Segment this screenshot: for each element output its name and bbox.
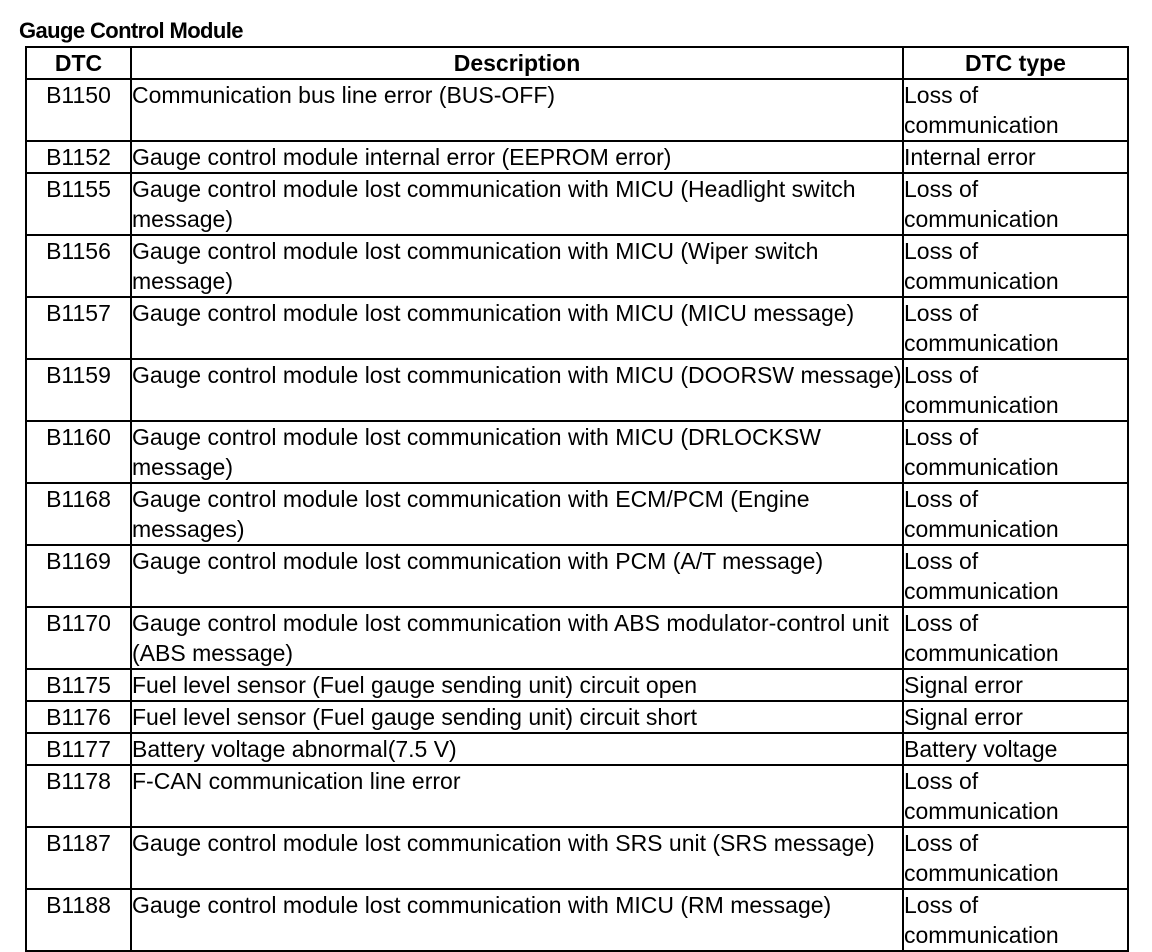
dtc-code: B1156 — [26, 235, 131, 297]
table-row — [26, 79, 1128, 141]
dtc-description: Gauge control module lost communication with PCM (A/T message) — [131, 545, 903, 607]
dtc-type: Loss of communication — [903, 79, 1128, 141]
dtc-description: Gauge control module lost communication with ABS modulator-control unit (ABS message) — [131, 607, 903, 669]
dtc-code: B1168 — [26, 483, 131, 545]
dtc-code: B1169 — [26, 545, 131, 607]
dtc-description: Gauge control module lost communication with MICU (DOORSW message) — [131, 359, 903, 421]
table-row — [26, 235, 1128, 297]
dtc-code: B1175 — [26, 669, 131, 701]
dtc-code: B1178 — [26, 765, 131, 827]
table-row — [26, 483, 1128, 545]
dtc-description: Gauge control module lost communication with MICU (Wiper switch message) — [131, 235, 903, 297]
dtc-description: Gauge control module lost communication with MICU (Headlight switch message) — [131, 173, 903, 235]
dtc-description: Battery voltage abnormal(7.5 V) — [131, 733, 903, 765]
dtc-code: B1150 — [26, 79, 131, 141]
table-body — [26, 79, 1128, 951]
dtc-code: B1177 — [26, 733, 131, 765]
dtc-description: Gauge control module internal error (EEPROM error) — [131, 141, 903, 173]
dtc-description: Gauge control module lost communication with MICU (DRLOCKSW message) — [131, 421, 903, 483]
dtc-type: Battery voltage — [903, 733, 1128, 765]
dtc-type: Loss of communication — [903, 545, 1128, 607]
dtc-table — [25, 46, 1129, 952]
table-row — [26, 669, 1128, 701]
dtc-code: B1187 — [26, 827, 131, 889]
dtc-description: Gauge control module lost communication with MICU (RM message) — [131, 889, 903, 951]
dtc-description: F-CAN communication line error — [131, 765, 903, 827]
dtc-code: B1170 — [26, 607, 131, 669]
table-row — [26, 173, 1128, 235]
dtc-type: Loss of communication — [903, 421, 1128, 483]
dtc-description: Fuel level sensor (Fuel gauge sending unit) circuit open — [131, 669, 903, 701]
table-row — [26, 701, 1128, 733]
dtc-code: B1176 — [26, 701, 131, 733]
dtc-code: B1188 — [26, 889, 131, 951]
header-dtc-type: DTC type — [903, 47, 1128, 79]
dtc-type: Loss of communication — [903, 889, 1128, 951]
dtc-description: Fuel level sensor (Fuel gauge sending unit) circuit short — [131, 701, 903, 733]
header-description: Description — [131, 47, 903, 79]
dtc-type: Signal error — [903, 669, 1128, 701]
dtc-type: Loss of communication — [903, 765, 1128, 827]
dtc-type: Loss of communication — [903, 483, 1128, 545]
dtc-description: Communication bus line error (BUS-OFF) — [131, 79, 903, 141]
dtc-type: Loss of communication — [903, 235, 1128, 297]
table-row — [26, 607, 1128, 669]
table-row — [26, 545, 1128, 607]
dtc-code: B1155 — [26, 173, 131, 235]
dtc-code: B1159 — [26, 359, 131, 421]
table-row — [26, 297, 1128, 359]
table-row — [26, 765, 1128, 827]
table-row — [26, 141, 1128, 173]
table-row — [26, 889, 1128, 951]
dtc-code: B1152 — [26, 141, 131, 173]
dtc-type: Loss of communication — [903, 607, 1128, 669]
dtc-description: Gauge control module lost communication with MICU (MICU message) — [131, 297, 903, 359]
dtc-type: Loss of communication — [903, 297, 1128, 359]
dtc-code: B1157 — [26, 297, 131, 359]
dtc-type: Loss of communication — [903, 827, 1128, 889]
table-row — [26, 359, 1128, 421]
dtc-type: Signal error — [903, 701, 1128, 733]
dtc-description: Gauge control module lost communication with SRS unit (SRS message) — [131, 827, 903, 889]
table-row — [26, 733, 1128, 765]
dtc-description: Gauge control module lost communication with ECM/PCM (Engine messages) — [131, 483, 903, 545]
table-row — [26, 827, 1128, 889]
dtc-code: B1160 — [26, 421, 131, 483]
table-row — [26, 421, 1128, 483]
dtc-type: Loss of communication — [903, 173, 1128, 235]
dtc-type: Internal error — [903, 141, 1128, 173]
dtc-type: Loss of communication — [903, 359, 1128, 421]
table-header-row — [26, 47, 1128, 79]
page-title: Gauge Control Module — [19, 18, 243, 43]
header-dtc: DTC — [26, 47, 131, 79]
